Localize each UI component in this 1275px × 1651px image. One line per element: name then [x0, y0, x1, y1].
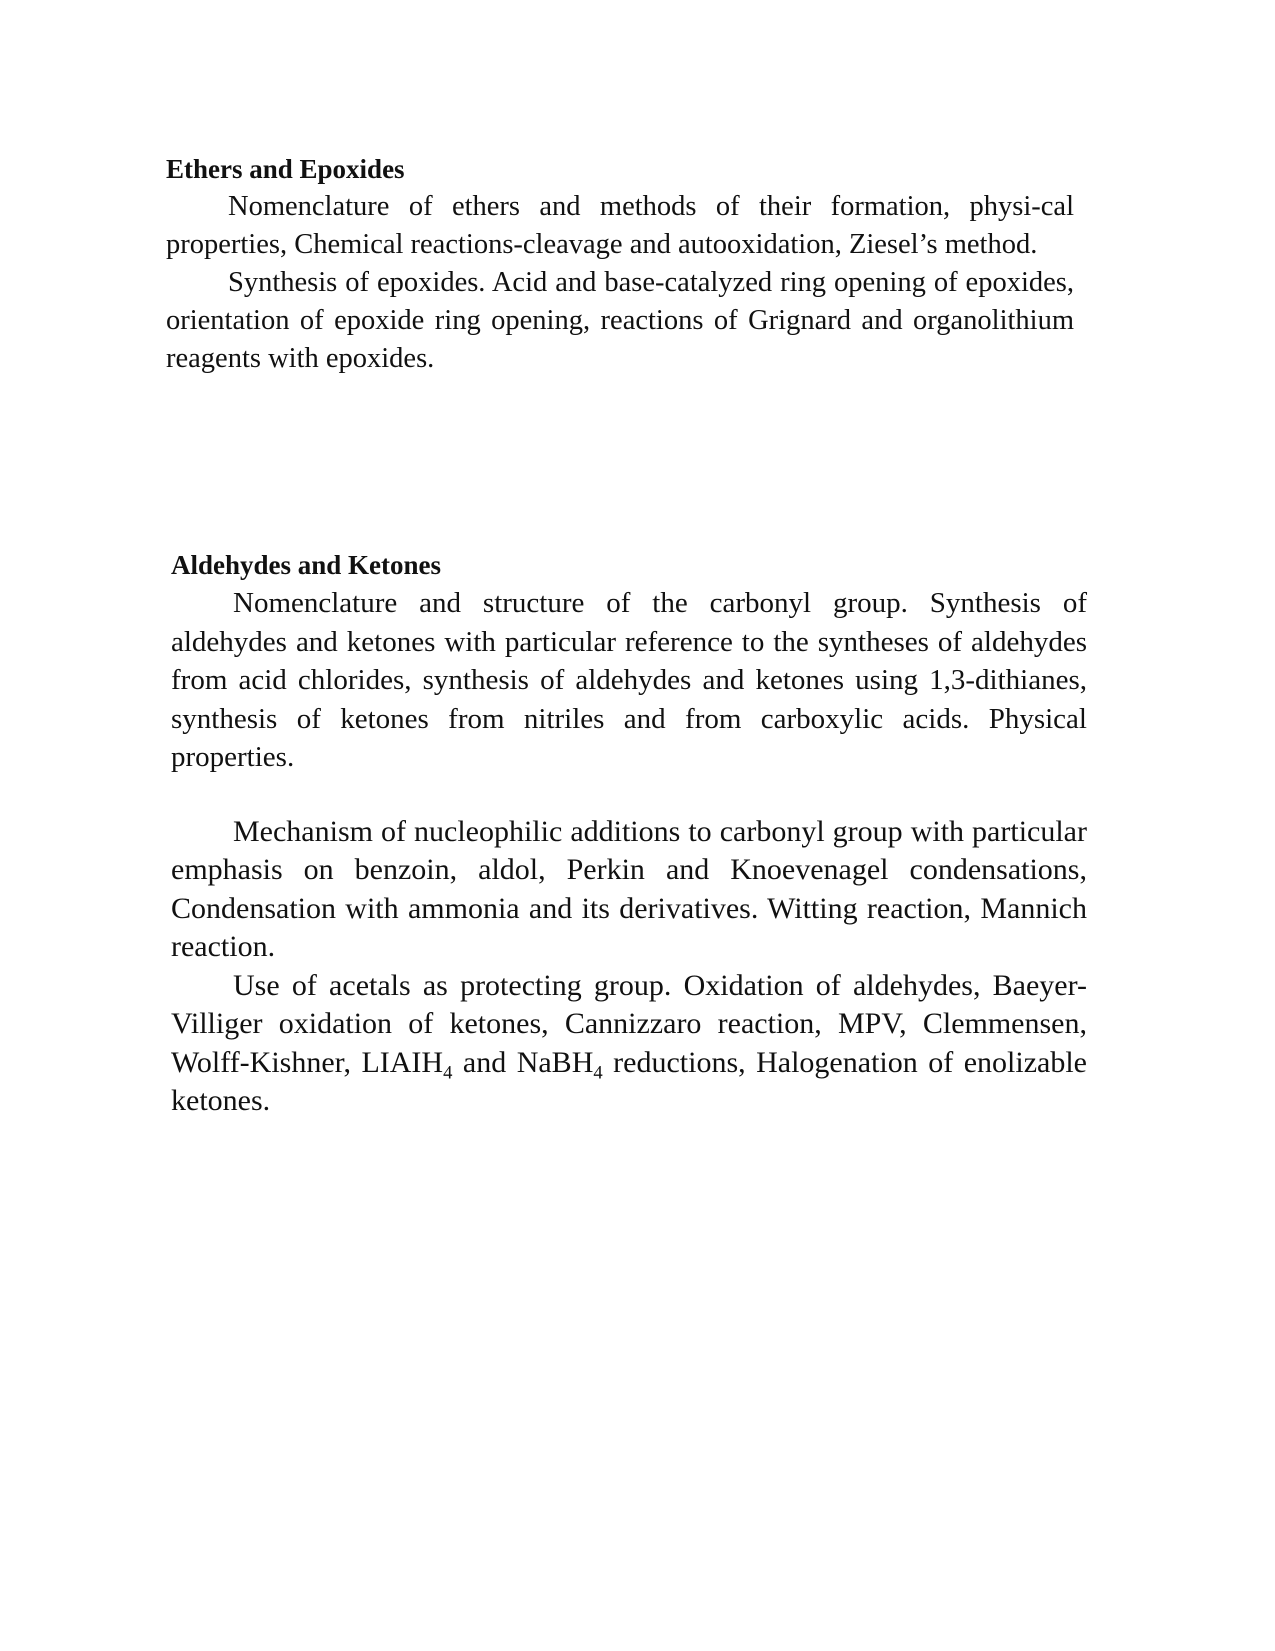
- paragraph-text: reductions, Halogenation of enolizable ketones.: [171, 1045, 1087, 1117]
- section-ethers-epoxides: [166, 150, 1074, 378]
- paragraph-text: and NaBH: [452, 1045, 594, 1079]
- paragraph: Synthesis of epoxides. Acid and base-catalyzed ring opening of epoxides, orientation of epoxide ring opening, reactions of Grignard and organolithium reagents with epoxides.: [166, 267, 1074, 374]
- paragraph: [171, 967, 1087, 1121]
- section-heading: Ethers and Epoxides: [166, 154, 405, 184]
- subscript: 4: [593, 1062, 603, 1083]
- section-heading: Aldehydes and Ketones: [171, 550, 442, 580]
- paragraph: Nomenclature of ethers and methods of their formation, physi-cal properties, Chemical reactions-cleavage and autooxidation, Ziesel’s method.: [166, 191, 1074, 260]
- paragraph-text: Use of acetals as protecting group. Oxidation of aldehydes, Baeyer-Villiger oxidation of ketones, Cannizzaro reaction, MPV, Clemmensen, Wolff-Kishner, LIAIH: [171, 968, 1087, 1079]
- paragraph: Nomenclature and structure of the carbonyl group. Synthesis of aldehydes and ketones with particular reference to the syntheses of aldehydes from acid chlorides, synthesis of aldehydes and ketones using 1,3-dithianes, synthesis of ketones from nitriles and from carboxylic acids. Physical properties.: [171, 587, 1087, 773]
- subscript: 4: [443, 1062, 453, 1083]
- paragraph: Mechanism of nucleophilic additions to carbonyl group with particular emphasis on benzoin, aldol, Perkin and Knoevenagel condensations, Condensation with ammonia and its derivatives. Witting reaction, Mannich reaction.: [171, 814, 1087, 963]
- section-aldehydes-ketones: [171, 546, 1087, 1121]
